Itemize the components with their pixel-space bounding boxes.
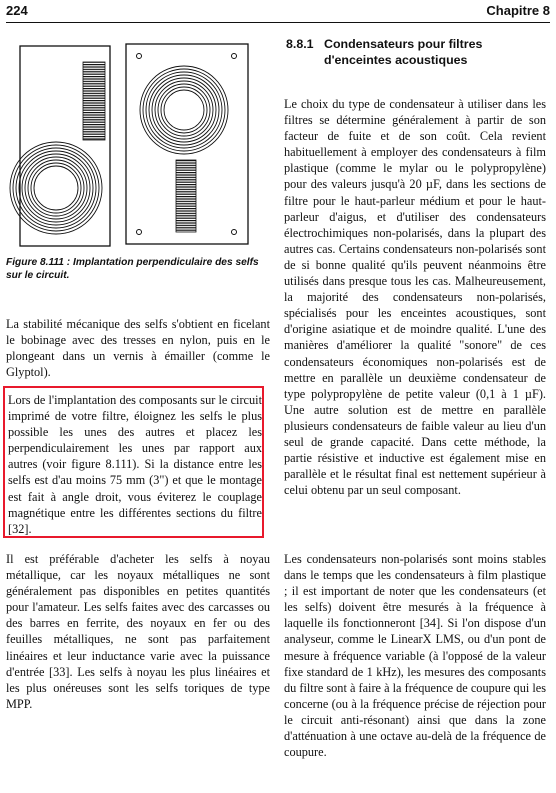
left-para-2: [8, 392, 262, 537]
page-number: 224: [6, 3, 28, 18]
chapter-label: Chapitre 8: [486, 3, 550, 18]
paragraph: La stabilité mécanique des selfs s'obtient en ficelant le bobinage avec des tresses en nylon, puis en le plongeant dans un vernis à émailler (comme le Glyptol).: [6, 317, 270, 380]
right-para-1: [284, 96, 546, 498]
header-rule: [6, 22, 550, 23]
page-header: [6, 2, 550, 22]
section-number: 8.8.1: [286, 37, 314, 51]
left-para-3: [6, 551, 270, 712]
section-heading: [286, 36, 548, 68]
right-coil-side: [176, 160, 196, 232]
figure-coils-perpendicular: [6, 40, 268, 250]
paragraph: Le choix du type de condensateur à utiliser dans les filtres se détermine généralement à partir de son facteur de fuite et de son coût. Cela revient habituellement à employer des condensateurs à film plastique (comme le mylar ou le polypropylène) pour des valeurs jusqu'à 20 µF, dans les sections de filtre pour le haut-parleur médium et pour le haut-parleur d'aigus, et d'utiliser des condensateurs électrochimiques non-polarisés, dans la plupart des autres cas. Certains condensateurs non-polarisés sont de si bonne qualité qu'ils peuvent néanmoins être utilisés dans presque tous les cas. Malheureusement, la majorité des condensateurs non-polarisés, spécialisés pour les enceintes acoustiques, sont d'origine asiatique et de moindre qualité. L'une des manières d'améliorer la qualité "sonore" de ces condensateurs économiques non-polarisés est de mettre en parallèle un deuxième condensateur de type polypropylène de petite valeur (0,1 à 1 µF). Une autre solution est de mettre en parallèle plusieurs condensateurs de faible valeur au lieu d'un seul de grande capacité. Dans cette méthode, la partie résistive et inductive est également mise en parallèle et le résultat final est nettement supérieur à celui obtenu par un seul composant.: [284, 97, 546, 498]
paragraph: Il est préférable d'acheter les selfs à noyau métallique, car les noyaux métalliques ne sont généralement pas disponibles en petites quantités pour l'amateur. Les selfs faites avec des carcasses ou des barres en ferrite, des noyaux en fer ou des feuilles métalliques, ne sont pas parfaitement linéaires et leur inductance varie avec la puissance d'entrée [33]. Les selfs à noyau les plus linéaires et les plus onéreuses sont les selfs toriques de type MPP.: [6, 552, 270, 711]
paragraph-highlighted: Lors de l'implantation des composants sur le circuit imprimé de votre filtre, éloignez les selfs le plus possible les unes des autres et placez les perpendiculairement les unes par rapport aux autres (voir figure 8.111). Si la distance entre les selfs est d'au moins 75 mm (3") et que le montage est fait à angle droit, vous éviterez le couplage magnétique entre les différentes sections du filtre [32].: [8, 393, 262, 536]
figure-caption: Figure 8.111 : Implantation perpendiculaire des selfs sur le circuit.: [6, 257, 259, 281]
left-para-1: [6, 316, 270, 380]
paragraph: Les condensateurs non-polarisés sont moins stables dans le temps que les condensateurs à film plastique ; il est important de noter que les condensateurs (et les selfs) doivent être mesurés à la fréquence à laquelle ils fonctionneront [34]. Si l'on dispose d'un analyseur, comme le LinearX LMS, ou d'un pont de mesure à fréquence variable (à l'opposé de la valeur fixe standard de 1 kHz), les mesures des composants du filtre sont à faire à la fréquence de coupure qui les concerne (ou à la fréquence précise de réjection pour le circuit anti-résonant) ainsi que dans la zone d'atténuation à une octave au-delà de la fréquence de coupure.: [284, 552, 546, 760]
right-para-2: [284, 551, 546, 760]
left-coil-side: [83, 62, 105, 140]
section-title: Condensateurs pour filtres d'enceintes acoustiques: [324, 37, 483, 67]
